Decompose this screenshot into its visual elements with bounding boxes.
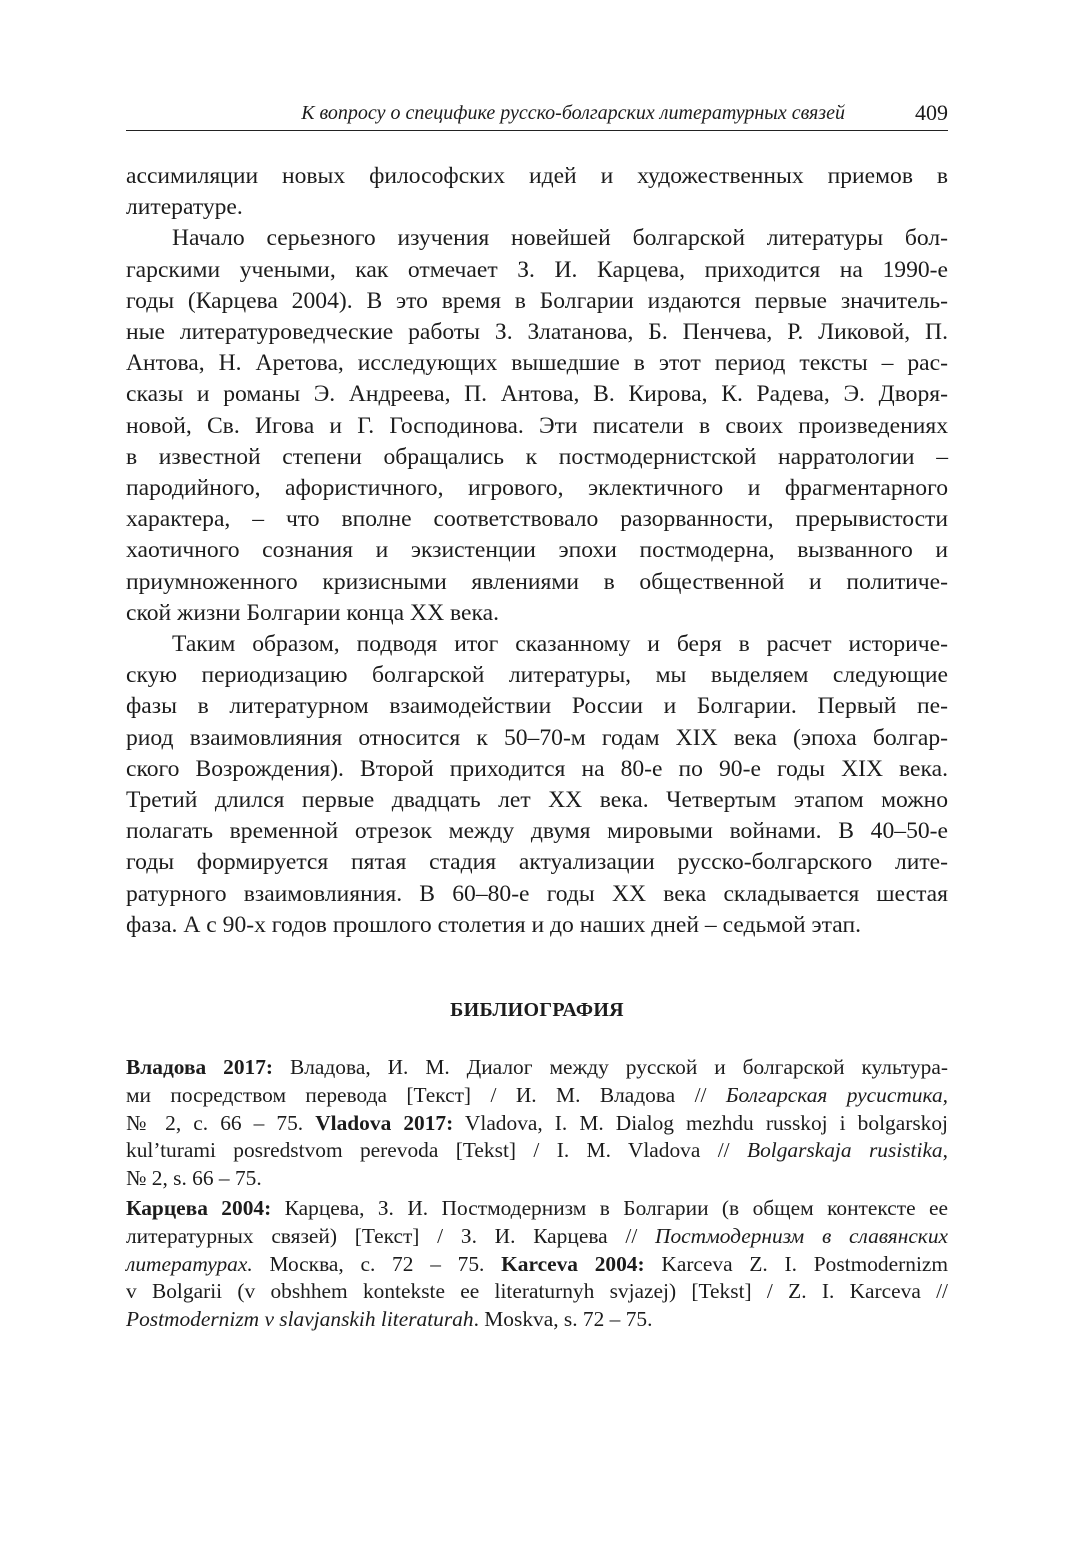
bib-line: ми посредством перевода [Текст] / И. М. Владова // Болгарская русистика, [126,1082,949,1107]
bib-line: литературных связей) [Текст] / З. И. Карцева // Постмодернизм в славянских [126,1223,949,1248]
text-line: полагать временной отрезок между двумя мировыми войнами. В 40–50-е [126,818,948,845]
text-line: характера, – что вполне соответствовало разорванности, прерывистости [126,506,948,533]
paragraph-1 [126,161,948,223]
page [126,96,948,1336]
running-title: К вопросу о специфике русско-болгарских литературных связей [301,102,845,124]
text-line: Антова, Н. Аретова, исследующих вышедшие в этот период тексты – рас- [126,350,948,377]
text-line: гарскими учеными, как отмечает З. И. Карцева, приходится на 1990-е [126,256,948,283]
paragraph-2 [126,223,948,629]
bib-key: Владова 2017: [126,1055,274,1080]
text-line: в известной степени обращались к постмодернистской нарратологии – [126,443,948,470]
text-line: фаза. А с 90-х годов прошлого столетия и до наших дней – седьмой этап. [126,911,861,938]
paragraph-3 [126,629,948,941]
bibliography-entry [126,1054,948,1193]
text-line: Начало серьезного изучения новейшей болгарской литературы бол- [172,225,948,252]
text-line: ской жизни Болгарии конца XX века. [126,599,499,626]
text-line: приумноженного кризисными явлениями в общественной и политиче- [126,568,948,595]
text-line: ского Возрождения). Второй приходится на 80-е по 90-е годы XIX века. [126,755,948,782]
bibliography-list [126,1054,948,1334]
text-line: хаотичного сознания и экзистенции эпохи постмодерна, вызванного и [126,537,948,564]
text-line: ратурного взаимовлияния. В 60–80-е годы XX века складывается шестая [126,880,948,907]
bib-line: v Bolgarii (v obshhem kontekste ee literaturnyh svjazej) [Tekst] / Z. I. Karceva // [126,1279,948,1304]
body-text [126,161,948,941]
text-line: годы формируется пятая стадия актуализации русско-болгарского лите- [126,849,948,876]
bibliography-entry [126,1195,948,1334]
text-line: ассимиляции новых философских идей и художественных приемов в [126,163,948,189]
text-line: Таким образом, подводя итог сказанному и беря в расчет историче- [172,631,948,658]
text-line: пародийного, афористичного, игрового, эклектичного и фрагментарного [126,475,948,502]
bib-line: литературах. Москва, с. 72 – 75. Karceva 2004: Karceva Z. I. Postmodernizm [126,1251,949,1276]
text-line: сказы и романы Э. Андреева, П. Антова, В. Кирова, К. Радева, Э. Дворя- [126,381,948,408]
text-line: годы (Карцева 2004). В это время в Болгарии издаются первые значитель- [126,287,948,314]
bib-line: Карцева 2004: Карцева, З. И. Постмодернизм в Болгарии (в общем контексте ее [126,1196,948,1221]
text-line: фазы в литературном взаимодействии России и Болгарии. Первый пе- [126,693,948,720]
bib-key: Vladova 2017: [315,1110,454,1135]
running-header [126,96,948,131]
bibliography-heading: БИБЛИОГРАФИЯ [450,999,624,1022]
text-line: риод взаимовлияния относится к 50–70-м годам XIX века (эпоха болгар- [126,724,948,751]
bib-line: Владова 2017: Владова, И. М. Диалог между русской и болгарской культура- [126,1055,948,1080]
text-line: новой, Св. Игова и Г. Господинова. Эти писатели в своих произведениях [126,412,948,439]
bib-line: kul’turami posredstvom perevoda [Tekst] / I. M. Vladova // Bolgarskaja rusistika, [126,1138,948,1163]
page-number: 409 [915,100,948,125]
bib-key: Karceva 2004: [501,1251,645,1276]
bib-line: Postmodernizm v slavjanskih literaturah. Moskva, s. 72 – 75. [126,1307,653,1332]
text-line: ные литературоведческие работы З. Златанова, Б. Пенчева, Р. Ликовой, П. [126,319,948,346]
text-line: Третий длился первые двадцать лет XX века. Четвертым этапом можно [126,787,948,814]
bib-key: Карцева 2004: [126,1196,272,1221]
bib-line: № 2, s. 66 – 75. [126,1166,262,1191]
text-line: скую периодизацию болгарской литературы, мы выделяем следующие [126,662,948,689]
bib-line: № 2, с. 66 – 75. Vladova 2017: Vladova, I. M. Dialog mezhdu russkoj i bolgarskoj [126,1110,948,1135]
text-line: литературе. [126,194,243,221]
